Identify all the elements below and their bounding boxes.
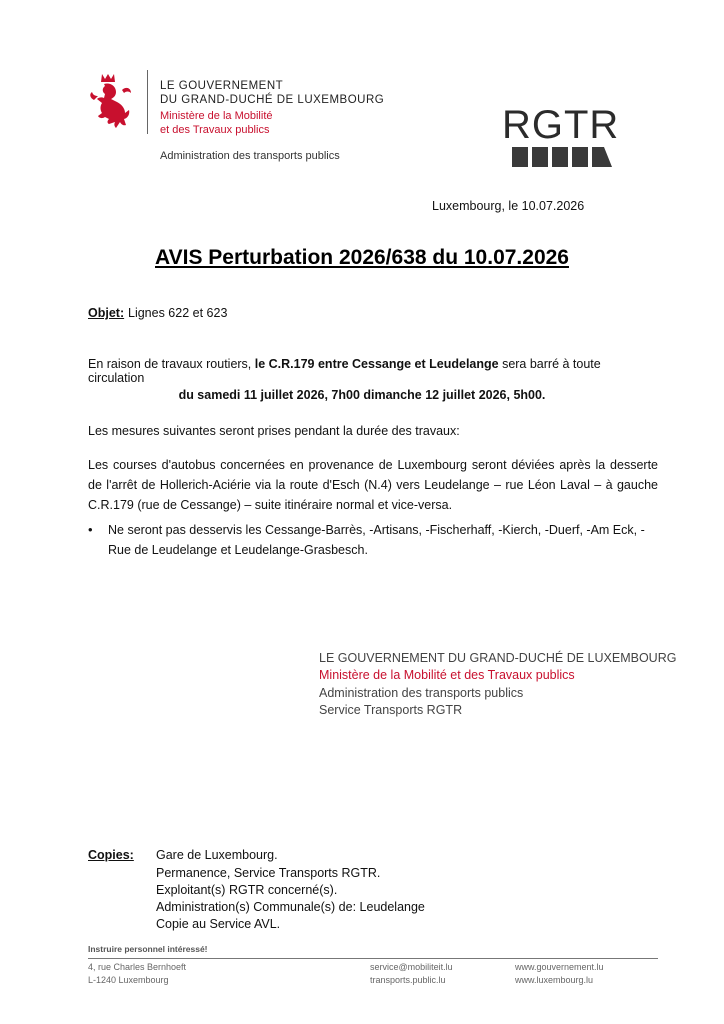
- footer-address-street: 4, rue Charles Bernhoeft: [88, 962, 187, 972]
- notice-title: AVIS Perturbation 2026/638 du 10.07.2026: [155, 246, 569, 269]
- footer-email[interactable]: service@mobiliteit.lu: [370, 962, 453, 972]
- copies-item: Permanence, Service Transports RGTR.: [156, 866, 381, 880]
- closure-dates: du samedi 11 juillet 2026, 7h00 dimanche 12 juillet 2026, 5h00.: [178, 388, 546, 402]
- signature-government: LE GOUVERNEMENT DU GRAND-DUCHÉ DE LUXEMBOURG: [319, 651, 677, 665]
- objet-label: Objet:: [88, 306, 125, 320]
- rgtr-logo-text: RGTR: [502, 103, 620, 147]
- copies-item: Gare de Luxembourg.: [156, 848, 278, 862]
- red-lion-icon: [88, 70, 136, 138]
- closure-paragraph: En raison de travaux routiers, le C.R.179 entre Cessange et Leudelange sera barré à toute circulation: [88, 357, 601, 385]
- unserved-stops-item: Ne seront pas desservis les Cessange-Barrès, -Artisans, -Fischerhaff, -Kierch, -Duerf, -Am Eck, -Rue de Leudelange et Leudelange-Grasbesch.: [108, 523, 645, 557]
- header-divider: [147, 70, 148, 134]
- copies-item: Copie au Service AVL.: [156, 917, 281, 931]
- copies-label: Copies:: [88, 848, 134, 862]
- document-date: Luxembourg, le 10.07.2026: [432, 199, 585, 213]
- signature-service: Service Transports RGTR: [319, 703, 463, 717]
- footer-divider: [88, 958, 658, 959]
- ministry-name-line1: Ministère de la Mobilité: [160, 110, 273, 122]
- administration-name: Administration des transports publics: [160, 150, 340, 162]
- signature-administration: Administration des transports publics: [319, 686, 524, 700]
- bullet-icon: •: [88, 522, 93, 537]
- objet-text: Lignes 622 et 623: [128, 306, 228, 320]
- copies-item: Administration(s) Communale(s) de: Leudelange: [156, 900, 425, 914]
- copies-item: Exploitant(s) RGTR concerné(s).: [156, 883, 338, 897]
- footer-instruction: Instruire personnel intéressé!: [88, 944, 208, 954]
- footer-address-city: L-1240 Luxembourg: [88, 975, 169, 985]
- closure-road: le C.R.179 entre Cessange et Leudelange: [254, 357, 499, 371]
- measures-intro: Les mesures suivantes seront prises pendant la durée des travaux:: [88, 424, 460, 438]
- government-name-line1: LE GOUVERNEMENT: [160, 80, 284, 92]
- government-name-line2: DU GRAND-DUCHÉ DE LUXEMBOURG: [160, 94, 385, 106]
- detour-description: Les courses d'autobus concernées en provenance de Luxembourg seront déviées après la desserte de l'arrêt de Hollerich-Aciérie via la route d'Esch (N.4) vers Leudelange – rue Léon Laval – à gauche C.R.179 (rue de Cessange) – suite itinéraire normal et vice-versa.: [88, 458, 658, 512]
- footer-site-luxembourg[interactable]: www.luxembourg.lu: [515, 975, 594, 985]
- footer-site-gouvernement[interactable]: www.gouvernement.lu: [515, 962, 604, 972]
- rgtr-logo-blocks-icon: [512, 147, 612, 167]
- signature-ministry: Ministère de la Mobilité et des Travaux publics: [319, 668, 575, 682]
- ministry-name-line2: et des Travaux publics: [160, 124, 270, 136]
- footer-site-transports[interactable]: transports.public.lu: [370, 975, 446, 985]
